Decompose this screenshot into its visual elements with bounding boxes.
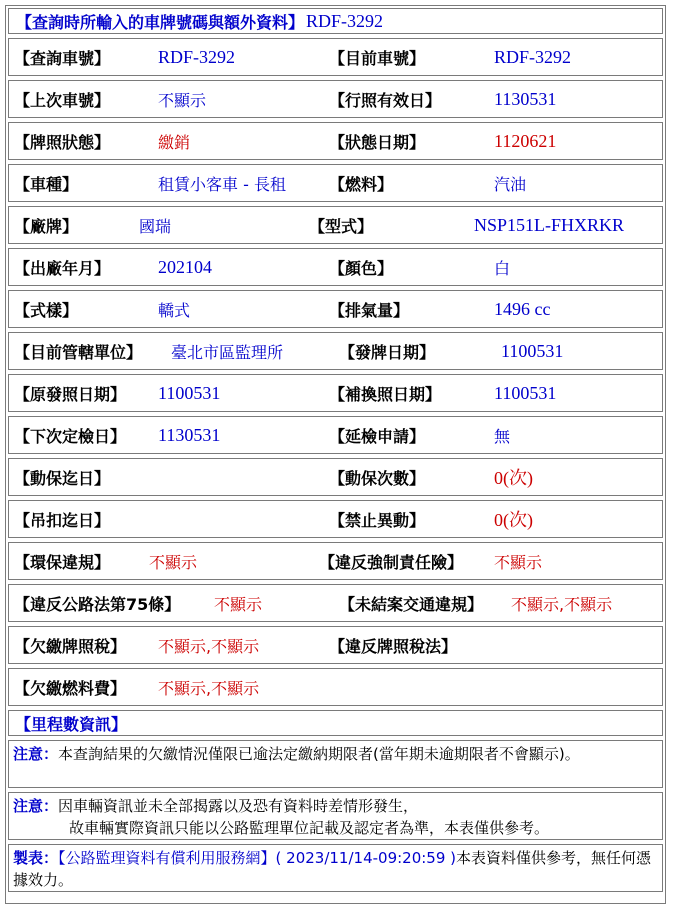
value-license-valid-date: 1130531 (494, 88, 557, 109)
row-jurisdiction (8, 332, 663, 370)
value-unpaid-fuel-fee: 不顯示,不顯示 (158, 678, 260, 698)
value-transfer-ban: 0(次) (494, 510, 533, 530)
value-reissue-date: 1100531 (494, 382, 557, 403)
note2-line2: 故車輛實際資訊只能以公路監理單位記載及認定者為準，本表僅供參考。 (69, 819, 550, 837)
query-title-row (8, 8, 663, 34)
label-reissue-date: 【補換照日期】 (329, 384, 442, 404)
row-brand (8, 206, 663, 244)
label-previous-plate: 【上次車號】 (14, 90, 111, 110)
value-plate-issue-date: 1100531 (501, 340, 564, 361)
label-transfer-ban: 【禁止異動】 (329, 510, 426, 530)
row-manufacture-date (8, 248, 663, 286)
note3-label: 製表： (13, 849, 59, 867)
label-chattel-mortgage-end: 【動保迄日】 (14, 468, 111, 488)
label-highway-act-75: 【違反公路法第75條】 (14, 594, 181, 614)
row-original-issue-date (8, 374, 663, 412)
value-fuel: 汽油 (494, 174, 527, 194)
value-original-issue-date: 1100531 (158, 382, 221, 403)
label-suspension-end: 【吊扣迄日】 (14, 510, 111, 530)
row-body-style (8, 290, 663, 328)
label-vehicle-type: 【車種】 (14, 174, 79, 194)
value-model: NSP151L-FHXRKR (474, 214, 625, 235)
value-vehicle-type: 租賃小客車 - 長租 (158, 174, 286, 194)
label-license-valid-date: 【行照有效日】 (329, 90, 442, 110)
row-suspension (8, 500, 663, 538)
label-inspection-extension: 【延檢申請】 (329, 426, 426, 446)
value-inspection-extension: 無 (494, 426, 511, 446)
label-env-violation: 【環保違規】 (14, 552, 111, 572)
label-plate-status: 【牌照狀態】 (14, 132, 111, 152)
query-title-plate: RDF-3292 (306, 10, 384, 31)
label-color: 【顏色】 (329, 258, 394, 278)
note1-label: 注意： (13, 745, 59, 763)
label-query-plate: 【查詢車號】 (14, 48, 111, 68)
row-next-inspection (8, 416, 663, 454)
row-chattel-mortgage (8, 458, 663, 496)
label-unsettled-traffic-violation: 【未結案交通違規】 (339, 594, 484, 614)
note-arrears (8, 740, 663, 788)
label-insurance-violation: 【違反強制責任險】 (319, 552, 464, 572)
label-model: 【型式】 (309, 216, 374, 236)
value-chattel-mortgage-count: 0(次) (494, 468, 533, 488)
label-original-issue-date: 【原發照日期】 (14, 384, 127, 404)
note-disclaimer (8, 792, 663, 840)
label-chattel-mortgage-count: 【動保次數】 (329, 468, 426, 488)
row-plate-status (8, 122, 663, 160)
value-highway-act-75: 不顯示 (214, 594, 263, 614)
label-body-style: 【式樣】 (14, 300, 79, 320)
mileage-info-label: 【里程數資訊】 (15, 714, 128, 734)
note2-label: 注意： (13, 797, 59, 815)
note3-time: ( 2023/11/14-09:20:59 ) (275, 849, 457, 867)
row-fuel-fee (8, 668, 663, 706)
note3-source: 【公路監理資料有償利用服務網】 (58, 849, 276, 867)
value-current-plate: RDF-3292 (494, 46, 572, 67)
value-displacement: 1496 cc (494, 298, 551, 319)
value-env-violation: 不顯示 (149, 552, 198, 572)
label-unpaid-fuel-fee: 【欠繳燃料費】 (14, 678, 127, 698)
label-status-date: 【狀態日期】 (329, 132, 426, 152)
row-license-tax (8, 626, 663, 664)
label-license-tax-violation: 【違反牌照稅法】 (329, 636, 458, 656)
query-title-label: 【查詢時所輸入的車牌號碼與額外資料】 (16, 12, 305, 32)
label-next-inspection: 【下次定檢日】 (14, 426, 127, 446)
note1-text: 本查詢結果的欠繳情況僅限已逾法定繳納期限者(當年期未逾期限者不會顯示)。 (58, 745, 580, 763)
value-body-style: 轎式 (158, 300, 191, 320)
value-color: 白 (494, 258, 511, 278)
label-manufacture-date: 【出廠年月】 (14, 258, 111, 278)
note2-line1: 因車輛資訊並未全部揭露以及恐有資料時差情形發生， (58, 797, 419, 815)
row-env-violation (8, 542, 663, 580)
row-highway-act (8, 584, 663, 622)
row-query-plate (8, 38, 663, 76)
value-insurance-violation: 不顯示 (494, 552, 543, 572)
label-brand: 【廠牌】 (14, 216, 79, 236)
value-unpaid-license-tax: 不顯示,不顯示 (158, 636, 260, 656)
value-jurisdiction: 臺北市區監理所 (171, 342, 284, 362)
value-manufacture-date: 202104 (158, 256, 212, 277)
label-fuel: 【燃料】 (329, 174, 394, 194)
label-unpaid-license-tax: 【欠繳牌照稅】 (14, 636, 127, 656)
note3-text: 本表資料僅供參考，無任何憑據效力。 (13, 849, 652, 889)
label-displacement: 【排氣量】 (329, 300, 410, 320)
row-previous-plate (8, 80, 663, 118)
label-jurisdiction: 【目前管轄單位】 (14, 342, 143, 362)
row-vehicle-type (8, 164, 663, 202)
value-plate-status: 繳銷 (158, 132, 191, 152)
value-previous-plate: 不顯示 (158, 90, 207, 110)
note-source (8, 844, 663, 892)
mileage-info-row (8, 710, 663, 736)
vehicle-info-table (5, 5, 666, 904)
label-plate-issue-date: 【發牌日期】 (339, 342, 436, 362)
value-brand: 國瑞 (139, 216, 172, 236)
value-query-plate: RDF-3292 (158, 46, 236, 67)
value-unsettled-traffic-violation: 不顯示,不顯示 (511, 594, 613, 614)
value-next-inspection: 1130531 (158, 424, 221, 445)
label-current-plate: 【目前車號】 (329, 48, 426, 68)
value-status-date: 1120621 (494, 130, 557, 151)
